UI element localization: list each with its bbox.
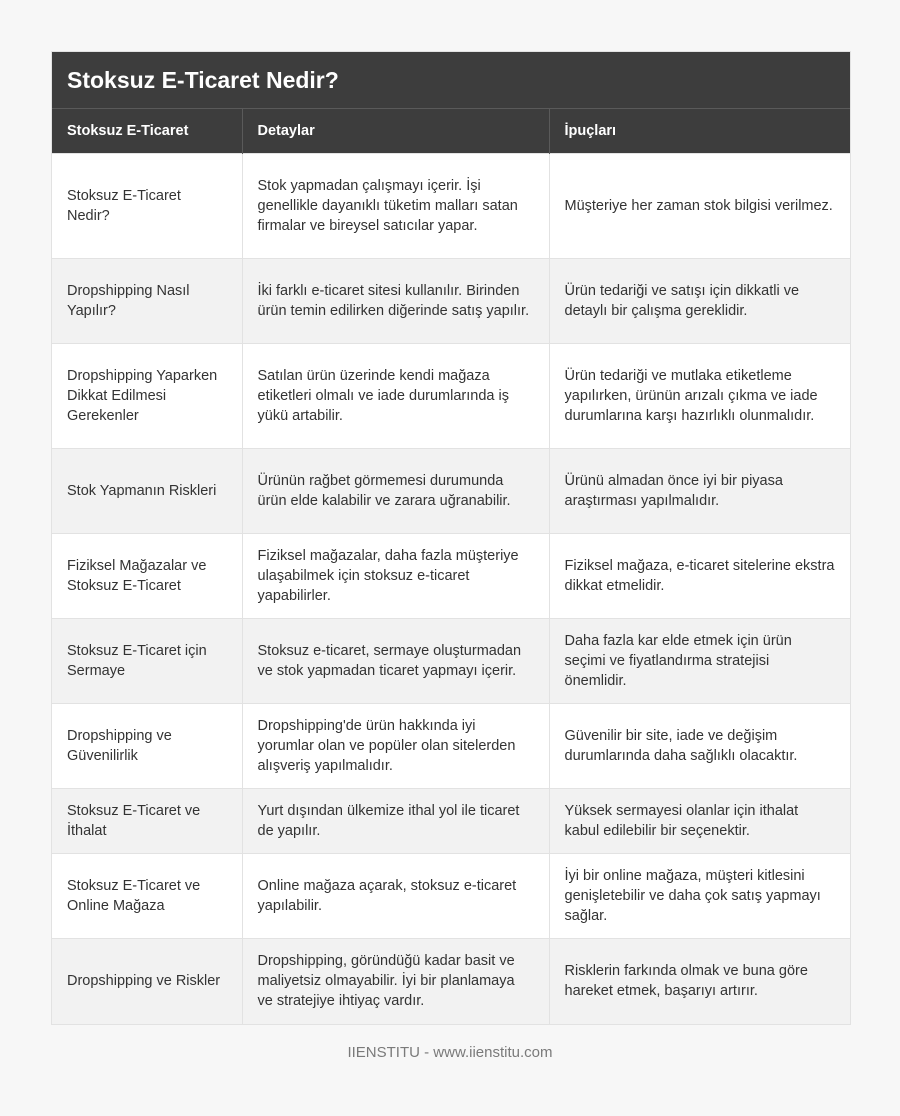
details-cell: Online mağaza açarak, stoksuz e-ticaret yapılabilir. (242, 854, 549, 939)
topic-cell: Dropshipping ve Riskler (52, 939, 242, 1024)
tips-cell: İyi bir online mağaza, müşteri kitlesini genişletebilir ve daha çok satış yapmayı sağlar. (549, 854, 850, 939)
footer-credit: IIENSTITU - www.iienstitu.com (347, 1044, 553, 1061)
table-row (52, 789, 850, 854)
topic-cell: Stoksuz E-Ticaret Nedir? (52, 154, 242, 259)
info-table (52, 109, 850, 1024)
table-row (52, 259, 850, 344)
tips-cell: Yüksek sermayesi olanlar için ithalat kabul edilebilir bir seçenektir. (549, 789, 850, 854)
table-title: Stoksuz E-Ticaret Nedir? (52, 52, 850, 109)
details-cell: Fiziksel mağazalar, daha fazla müşteriye ulaşabilmek için stoksuz e-ticaret yapabilirler. (242, 534, 549, 619)
tips-cell: Ürünü almadan önce iyi bir piyasa araştırması yapılmalıdır. (549, 449, 850, 534)
topic-cell: Stoksuz E-Ticaret ve Online Mağaza (52, 854, 242, 939)
details-cell: Dropshipping, göründüğü kadar basit ve maliyetsiz olmayabilir. İyi bir planlamaya ve stratejiye ihtiyaç vardır. (242, 939, 549, 1024)
topic-cell: Stoksuz E-Ticaret için Sermaye (52, 619, 242, 704)
topic-cell: Stok Yapmanın Riskleri (52, 449, 242, 534)
details-cell: Stoksuz e-ticaret, sermaye oluşturmadan ve stok yapmadan ticaret yapmayı içerir. (242, 619, 549, 704)
tips-cell: Ürün tedariği ve mutlaka etiketleme yapılırken, ürünün arızalı çıkma ve iade durumlarına karşı hazırlıklı olunmalıdır. (549, 344, 850, 449)
table-row (52, 534, 850, 619)
topic-cell: Fiziksel Mağazalar ve Stoksuz E-Ticaret (52, 534, 242, 619)
column-header-topic: Stoksuz E-Ticaret (52, 109, 242, 154)
tips-cell: Daha fazla kar elde etmek için ürün seçimi ve fiyatlandırma stratejisi önemlidir. (549, 619, 850, 704)
info-table-card (51, 51, 851, 1025)
table-row (52, 939, 850, 1024)
tips-cell: Risklerin farkında olmak ve buna göre hareket etmek, başarıyı artırır. (549, 939, 850, 1024)
details-cell: Satılan ürün üzerinde kendi mağaza etiketleri olmalı ve iade durumlarında iş yükü artabilir. (242, 344, 549, 449)
table-row (52, 344, 850, 449)
topic-cell: Dropshipping Nasıl Yapılır? (52, 259, 242, 344)
details-cell: Stok yapmadan çalışmayı içerir. İşi genellikle dayanıklı tüketim malları satan firmalar ve bireysel satıcılar yapar. (242, 154, 549, 259)
details-cell: Dropshipping'de ürün hakkında iyi yorumlar olan ve popüler olan sitelerden alışveriş yapılmalıdır. (242, 704, 549, 789)
table-row (52, 704, 850, 789)
column-header-details: Detaylar (242, 109, 549, 154)
topic-cell: Stoksuz E-Ticaret ve İthalat (52, 789, 242, 854)
topic-cell: Dropshipping Yaparken Dikkat Edilmesi Gerekenler (52, 344, 242, 449)
details-cell: İki farklı e-ticaret sitesi kullanılır. Birinden ürün temin edilirken diğerinde satış yapılır. (242, 259, 549, 344)
table-row (52, 854, 850, 939)
details-cell: Ürünün rağbet görmemesi durumunda ürün elde kalabilir ve zarara uğranabilir. (242, 449, 549, 534)
column-header-tips: İpuçları (549, 109, 850, 154)
tips-cell: Müşteriye her zaman stok bilgisi verilmez. (549, 154, 850, 259)
table-row (52, 154, 850, 259)
tips-cell: Güvenilir bir site, iade ve değişim durumlarında daha sağlıklı olacaktır. (549, 704, 850, 789)
tips-cell: Fiziksel mağaza, e-ticaret sitelerine ekstra dikkat etmelidir. (549, 534, 850, 619)
table-row (52, 449, 850, 534)
topic-cell: Dropshipping ve Güvenilirlik (52, 704, 242, 789)
header-row (52, 109, 850, 154)
tips-cell: Ürün tedariği ve satışı için dikkatli ve detaylı bir çalışma gereklidir. (549, 259, 850, 344)
table-row (52, 619, 850, 704)
details-cell: Yurt dışından ülkemize ithal yol ile ticaret de yapılır. (242, 789, 549, 854)
